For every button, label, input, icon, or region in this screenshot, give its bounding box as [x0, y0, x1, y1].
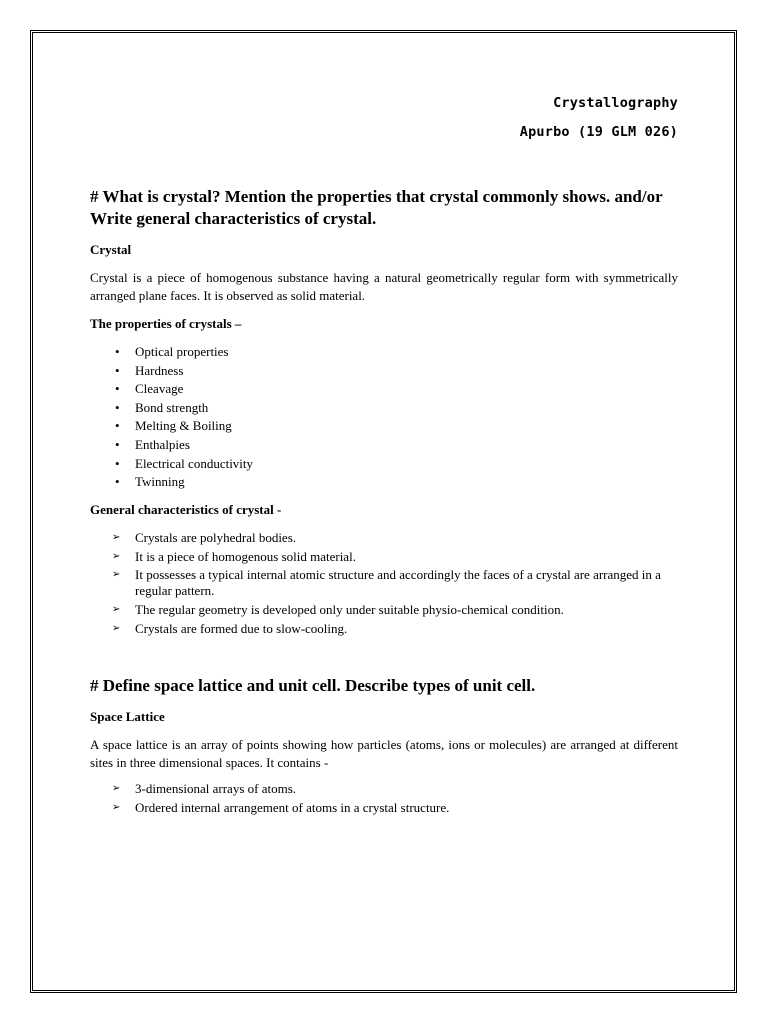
crystal-heading-block — [90, 241, 678, 258]
list-item: • Hardness — [90, 362, 678, 381]
characteristics-list — [90, 530, 678, 637]
list-item: ➢ Crystals are formed due to slow-cooling. — [90, 621, 678, 637]
lattice-heading-block — [90, 708, 678, 725]
crystal-heading: Crystal — [90, 242, 132, 257]
document-subject: Crystallography — [553, 95, 678, 111]
lattice-definition: A space lattice is an array of points showing how particles (atoms, ions or molecules) are arranged at different sites in three dimensional spaces. It contains - — [90, 737, 678, 770]
list-item: • Bond strength — [90, 399, 678, 418]
crystal-definition: Crystal is a piece of homogenous substance having a natural geometrically regular form with symmetrically arranged plane faces. It is observed as solid material. — [90, 270, 678, 303]
section-1-question-block — [90, 186, 678, 230]
characteristics-heading: General characteristics of crystal - — [90, 502, 282, 517]
crystal-definition-block — [90, 269, 678, 305]
lattice-points-list — [90, 781, 678, 816]
list-item: ➢ The regular geometry is developed only under suitable physio-chemical condition. — [90, 602, 678, 618]
section-2-question-block — [90, 675, 678, 697]
list-item: • Enthalpies — [90, 436, 678, 455]
list-item: ➢ Ordered internal arrangement of atoms in a crystal structure. — [90, 800, 678, 816]
list-item: • Cleavage — [90, 380, 678, 399]
document-author: Apurbo (19 GLM 026) — [519, 124, 678, 140]
properties-heading: The properties of crystals – — [90, 316, 242, 331]
lattice-heading: Space Lattice — [90, 709, 165, 724]
properties-list-block — [90, 343, 678, 492]
section-1-question: # What is crystal? Mention the properties that crystal commonly shows. and/or Write general characteristics of crystal. — [90, 187, 663, 228]
list-item: ➢ It is a piece of homogenous solid material. — [90, 549, 678, 565]
list-item: • Twinning — [90, 473, 678, 492]
list-item: ➢ 3-dimensional arrays of atoms. — [90, 781, 678, 797]
list-item: • Electrical conductivity — [90, 455, 678, 474]
lattice-definition-block — [90, 736, 678, 772]
list-item: ➢ Crystals are polyhedral bodies. — [90, 530, 678, 546]
list-item: • Optical properties — [90, 343, 678, 362]
lattice-points-block — [90, 781, 678, 818]
properties-heading-block — [90, 315, 678, 332]
properties-list — [90, 343, 678, 492]
characteristics-list-block — [90, 530, 678, 639]
section-2-question: # Define space lattice and unit cell. Describe types of unit cell. — [90, 676, 536, 695]
characteristics-heading-block — [90, 501, 678, 518]
list-item: ➢ It possesses a typical internal atomic structure and accordingly the faces of a crystal are arranged in a regular pattern. — [90, 567, 678, 599]
list-item: • Melting & Boiling — [90, 417, 678, 436]
